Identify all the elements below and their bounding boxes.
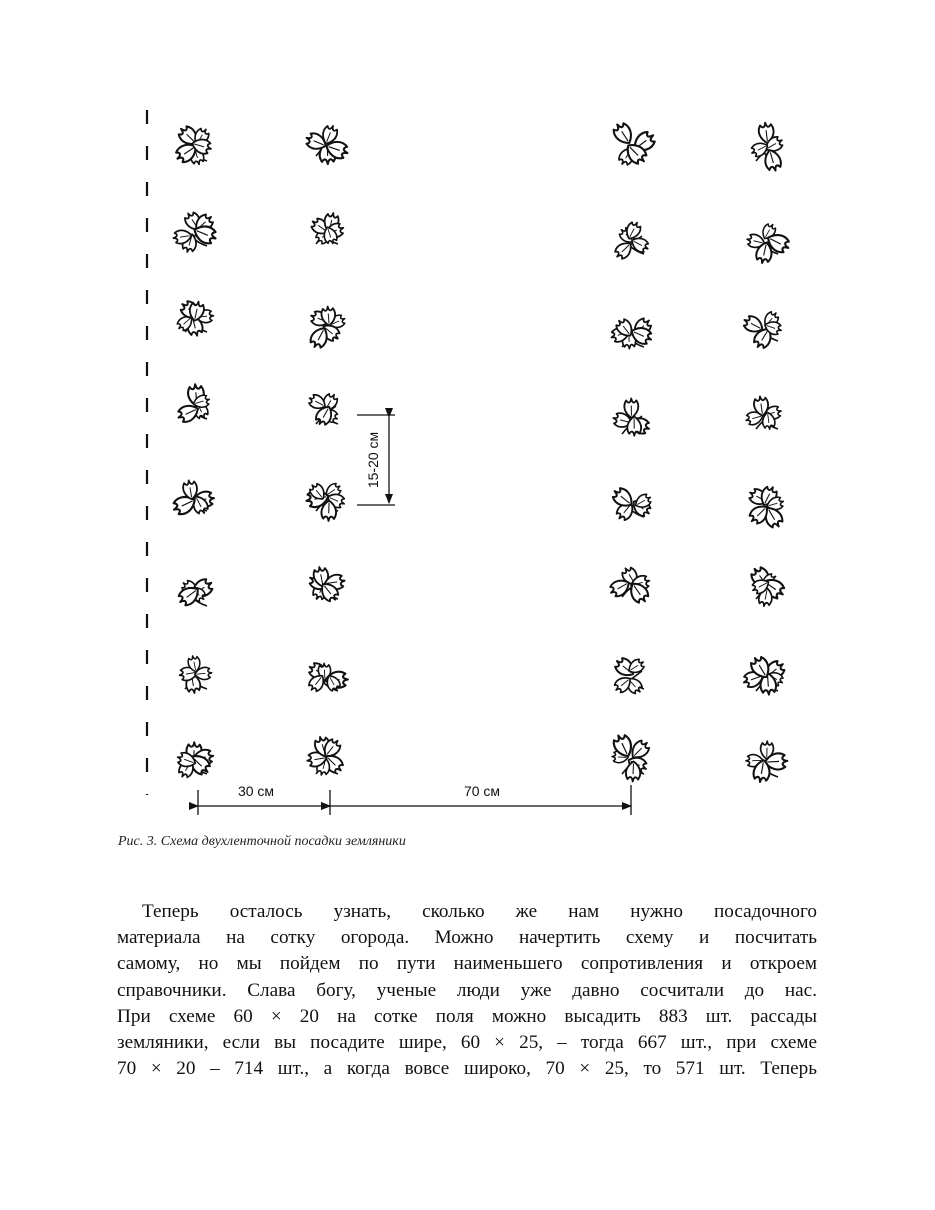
strawberry-plant — [175, 384, 211, 425]
strawberry-plant — [176, 576, 216, 608]
dimension-70cm-label: 70 см — [463, 783, 501, 799]
paragraph-line: земляники, если вы посадите шире, 60 × 25, – тогда 667 шт., при схеме — [117, 1032, 817, 1054]
strawberry-plant — [304, 123, 350, 164]
paragraph-line: самому, но мы пойдем по пути наименьшего сопротивления и откроем — [117, 953, 817, 975]
dimension-70cm — [330, 783, 631, 815]
strawberry-plant — [610, 485, 653, 523]
dimension-15-20cm-label: 15-20 см — [365, 431, 381, 489]
strawberry-plant — [746, 222, 792, 265]
strawberry-plant — [178, 655, 212, 694]
strawberry-plant — [306, 661, 348, 694]
strawberry-plant — [307, 566, 346, 604]
strawberry-plant — [612, 220, 650, 262]
strawberry-plant — [175, 298, 214, 337]
figure-caption: Рис. 3. Схема двухленточной посадки земляники — [118, 834, 406, 849]
strawberry-plant — [746, 741, 788, 783]
strawberry-plant — [308, 306, 347, 350]
body-paragraph — [117, 899, 817, 1082]
strawberry-plant — [305, 481, 347, 521]
dimension-15-20cm — [357, 415, 395, 505]
strawberry-plants — [171, 120, 792, 783]
paragraph-line: справочники. Слава богу, ученые люди уже давно сосчитали до нас. — [117, 979, 817, 1001]
paragraph-line: При схеме 60 × 20 на сотке поля можно высадить 883 шт. рассады — [117, 1005, 817, 1027]
strawberry-plant — [749, 122, 785, 173]
strawberry-plant — [741, 654, 787, 695]
strawberry-plant — [173, 123, 213, 166]
paragraph-line: материала на сотку огорода. Можно начертить схему и посчитать — [117, 927, 817, 949]
dimension-30cm-label: 30 см — [237, 783, 275, 799]
strawberry-plant — [611, 732, 652, 782]
strawberry-plant — [741, 309, 783, 351]
strawberry-plant — [171, 479, 215, 517]
strawberry-plant — [607, 565, 651, 606]
strawberry-plant — [611, 120, 658, 167]
strawberry-plant — [309, 212, 346, 247]
strawberry-plant — [609, 316, 654, 349]
strawberry-plant — [172, 210, 218, 254]
paragraph-line: Теперь осталось узнать, сколько же нам нужно посадочного — [142, 901, 817, 922]
strawberry-plant — [306, 735, 346, 777]
strawberry-plant — [176, 742, 215, 780]
strawberry-plant — [748, 564, 787, 607]
paragraph-line: 70 × 20 – 714 шт., а когда вовсе широко, 70 × 25, то 571 шт. Теперь — [117, 1058, 817, 1080]
strawberry-plant — [747, 484, 786, 530]
strawberry-plant — [612, 398, 652, 435]
strawberry-plant — [307, 391, 340, 427]
dimension-30cm — [198, 783, 330, 815]
strawberry-plant — [744, 395, 782, 430]
strawberry-plant — [612, 655, 646, 696]
